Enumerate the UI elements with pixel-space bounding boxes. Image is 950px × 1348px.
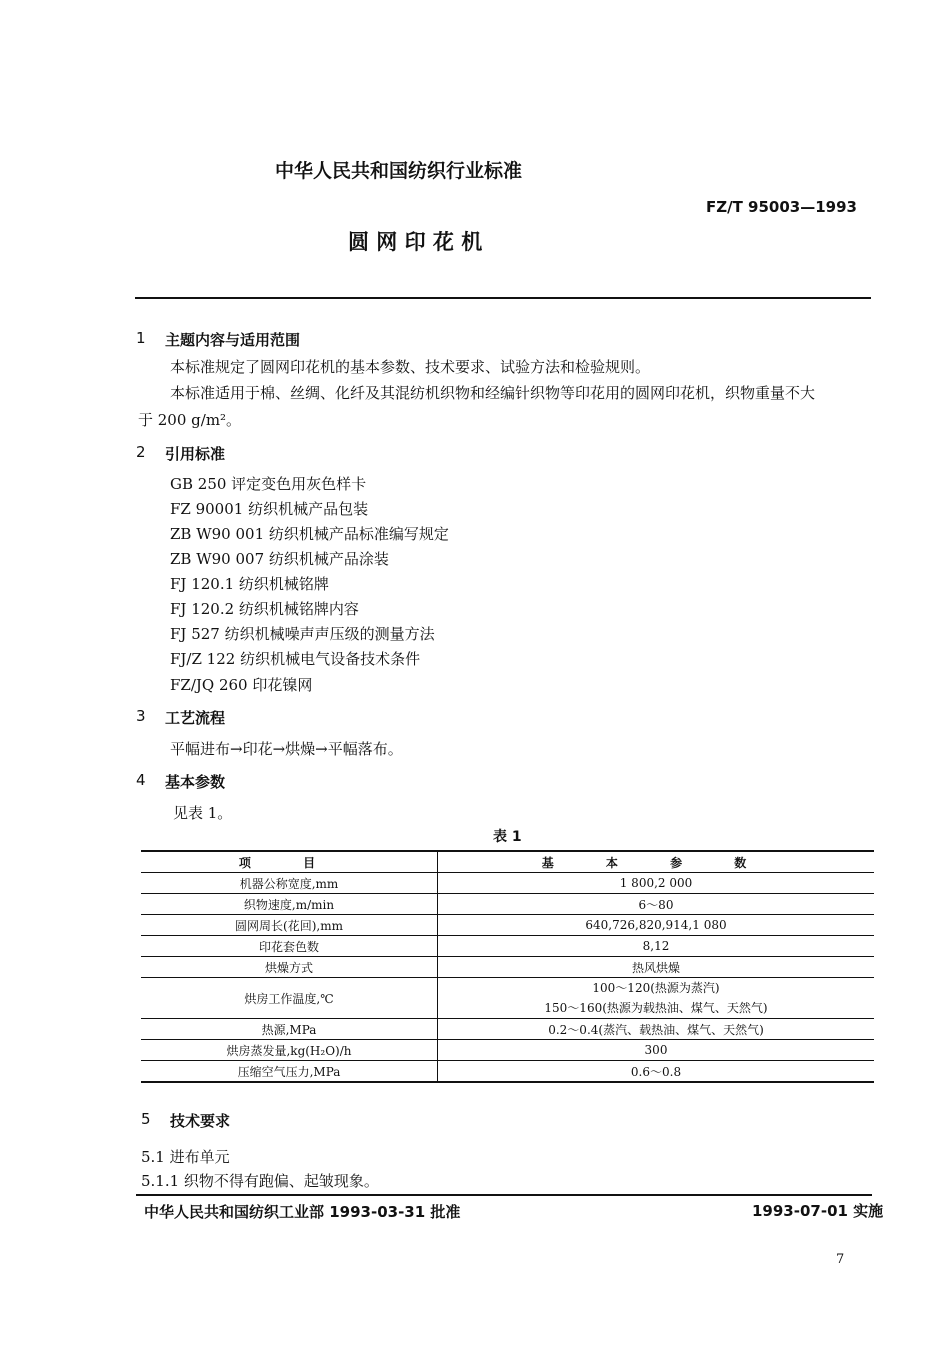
referenced-standard-item: FJ/Z 122 纺织机械电气设备技术条件 [170, 650, 421, 668]
referenced-standard-item: GB 250 评定变色用灰色样卡 [170, 475, 367, 493]
row-item-cell: 压缩空气压力,MPa [141, 1061, 438, 1083]
row-value-line: 150～160(热源为载热油、煤气、天然气) [544, 1001, 768, 1015]
referenced-standard-item: FJ 527 纺织机械噪声声压级的测量方法 [170, 625, 435, 643]
section-4-heading: 基本参数 [165, 773, 226, 791]
table-row [141, 957, 874, 978]
table-row [141, 1019, 874, 1040]
row-value-cell: 8,12 [438, 936, 875, 957]
header-divider [135, 297, 871, 299]
section-1-number: 1 [136, 329, 146, 347]
table-row [141, 1061, 874, 1083]
row-item-cell: 织物速度,m/min [141, 894, 438, 915]
document-title: 圆 网 印 花 机 [348, 230, 483, 254]
page-number: 7 [836, 1252, 845, 1267]
section-5-number: 5 [141, 1110, 151, 1128]
table-row [141, 978, 874, 1019]
table-header-row [141, 851, 874, 873]
referenced-standard-item: FZ/JQ 260 印花镍网 [170, 676, 313, 694]
section-2-heading: 引用标准 [165, 445, 226, 463]
approval-statement: 中华人民共和国纺织工业部 1993-03-31 批准 [144, 1203, 461, 1221]
row-value-cell: 300 [438, 1040, 875, 1061]
section-2-number: 2 [136, 443, 146, 461]
section-5-heading: 技术要求 [170, 1112, 231, 1130]
referenced-standard-item: FJ 120.1 纺织机械铭牌 [170, 575, 329, 593]
row-item-cell: 圆网周长(花回),mm [141, 915, 438, 936]
table-row [141, 936, 874, 957]
section-1-heading: 主题内容与适用范围 [165, 331, 301, 349]
table-row [141, 915, 874, 936]
parameters-table [141, 850, 874, 1083]
row-item-cell: 烘房工作温度,℃ [141, 978, 438, 1019]
row-item-cell: 机器公称宽度,mm [141, 873, 438, 894]
row-item-cell: 热源,MPa [141, 1019, 438, 1040]
table-row [141, 1040, 874, 1061]
table-row [141, 894, 874, 915]
table-row [141, 873, 874, 894]
table-caption: 表 1 [493, 829, 522, 845]
row-value-cell: 0.2～0.4(蒸汽、载热油、煤气、天然气) [438, 1019, 875, 1040]
column-header-item: 项 目 [141, 851, 438, 873]
row-value-cell: 热风烘燥 [438, 957, 875, 978]
process-flow-text: 平幅进布→印花→烘燥→平幅落布。 [170, 740, 403, 758]
row-item-cell: 烘房蒸发量,kg(H₂O)/h [141, 1040, 438, 1061]
row-value-cell: 1 800,2 000 [438, 873, 875, 894]
subsection-5-1-1: 5.1.1 织物不得有跑偏、起皱现象。 [141, 1172, 379, 1190]
referenced-standard-item: FZ 90001 纺织机械产品包装 [170, 500, 369, 518]
row-value-cell: 6～80 [438, 894, 875, 915]
column-header-parameters: 基 本 参 数 [438, 851, 875, 873]
effective-date: 1993-07-01 实施 [752, 1202, 884, 1220]
section-4-number: 4 [136, 771, 146, 789]
row-value-cell [438, 978, 875, 1019]
section-3-heading: 工艺流程 [165, 709, 226, 727]
section-1-paragraph-3: 于 200 g/m²。 [138, 411, 242, 429]
row-item-cell: 烘燥方式 [141, 957, 438, 978]
table-reference-text: 见表 1。 [173, 804, 233, 822]
standard-code: FZ/T 95003—1993 [706, 198, 857, 216]
subsection-5-1: 5.1 进布单元 [141, 1148, 230, 1166]
footer-divider [136, 1194, 872, 1196]
section-1-paragraph-1: 本标准规定了圆网印花机的基本参数、技术要求、试验方法和检验规则。 [170, 358, 651, 376]
row-value-cell: 0.6～0.8 [438, 1061, 875, 1083]
row-value-cell: 640,726,820,914,1 080 [438, 915, 875, 936]
section-3-number: 3 [136, 707, 146, 725]
referenced-standard-item: ZB W90 001 纺织机械产品标准编写规定 [170, 525, 449, 543]
referenced-standard-item: ZB W90 007 纺织机械产品涂装 [170, 550, 389, 568]
row-item-cell: 印花套色数 [141, 936, 438, 957]
section-1-paragraph-2: 本标准适用于棉、丝绸、化纤及其混纺机织物和经编针织物等印花用的圆网印花机，织物重量不大 [170, 384, 816, 402]
issuing-standard-title: 中华人民共和国纺织行业标准 [275, 160, 523, 182]
referenced-standard-item: FJ 120.2 纺织机械铭牌内容 [170, 600, 359, 618]
row-value-line: 100～120(热源为蒸汽) [592, 981, 720, 995]
